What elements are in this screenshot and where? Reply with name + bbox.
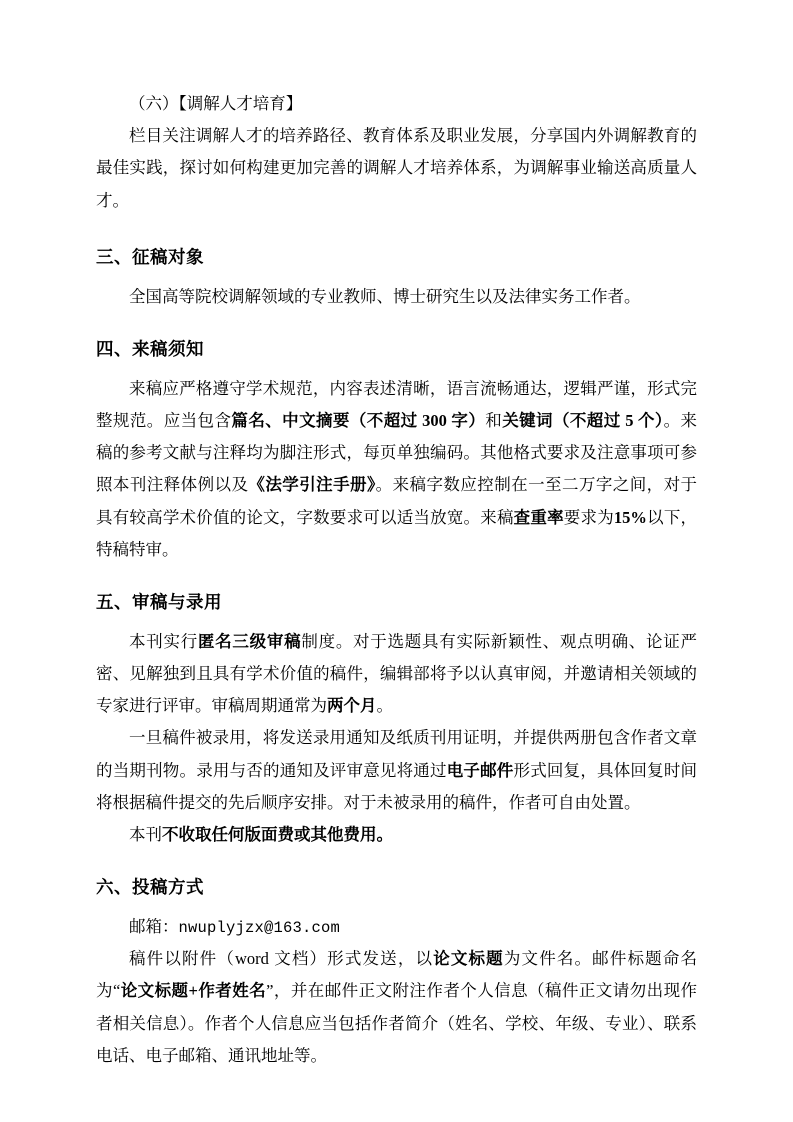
section-mediation-talent <box>96 88 697 217</box>
section-submission-targets-body <box>96 281 697 313</box>
section-review-acceptance-body <box>96 626 697 851</box>
review-paragraph-3: 本刊不收取任何版面费或其他费用。 <box>129 824 393 844</box>
email-address: nwuplyjzx@163.com <box>178 919 341 938</box>
review-paragraph-2: 一旦稿件被录用，将发送录用通知及纸质刊用证明，并提供两册包含作者文章的当期刊物。录用与否的通知及评审意见将通过电子邮件形式回复，具体回复时间将根据稿件提交的先后顺序安排。对于未被录用的稿件，作者可自由处置。 <box>96 728 698 812</box>
submission-targets-paragraph: 全国高等院校调解领域的专业教师、博士研究生以及法律实务工作者。 <box>129 286 641 306</box>
section-submission-notes-body <box>96 373 697 566</box>
email-line <box>96 911 697 943</box>
submission-method-paragraph: 稿件以附件（word 文档）形式发送，以论文标题为文件名。邮件标题命名为“论文标题+作者姓名”，并在邮件正文附注作者个人信息（稿件正文请勿出现作者相关信息）。作者个人信息应当包括作者简介（姓名、学校、年级、专业）、联系电话、电子邮箱、通讯地址等。 <box>96 949 698 1065</box>
review-paragraph-1: 本刊实行匿名三级审稿制度。对于选题具有实际新颖性、观点明确、论证严密、见解独到且具有学术价值的稿件，编辑部将予以认真审阅，并邀请相关领域的专家进行评审。审稿周期通常为两个月。 <box>96 631 697 716</box>
section-six-title: （六）【调解人才培育】 <box>129 94 303 113</box>
section-submission-method-body <box>96 911 697 1072</box>
heading-submission-targets: 三、征稿对象 <box>96 246 204 267</box>
submission-notes-paragraph: 来稿应严格遵守学术规范，内容表述清晰，语言流畅通达，逻辑严谨，形式完整规范。应当包含篇名、中文摘要（不超过 300 字）和关键词（不超过 5 个）。来稿的参考文献与注释均为脚注形式，每页单独编码。其他格式要求及注意事项可参照本刊注释体例以及《法学引注手册》。来稿字数应控制在一至二万字之间，对于具有较高学术价值的论文，字数要求可以适当放宽。来稿查重率要求为15%以下，特稿特审。 <box>96 378 698 559</box>
section-six-paragraph: 栏目关注调解人才的培养路径、教育体系及职业发展，分享国内外调解教育的最佳实践，探讨如何构建更加完善的调解人才培养体系，为调解事业输送高质量人才。 <box>96 126 697 210</box>
heading-submission-method: 六、投稿方式 <box>96 877 204 898</box>
email-label: 邮箱： <box>129 917 179 937</box>
document-body <box>96 88 697 1072</box>
heading-review-acceptance: 五、审稿与录用 <box>96 591 222 612</box>
heading-submission-notes: 四、来稿须知 <box>96 338 204 359</box>
